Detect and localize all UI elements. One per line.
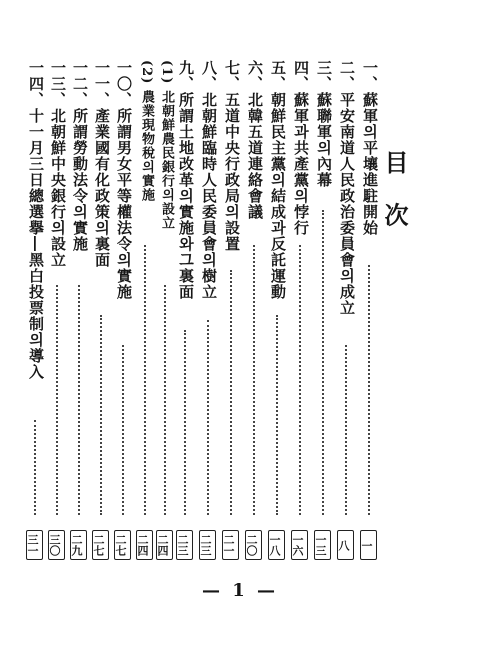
toc-leader (78, 285, 82, 515)
toc-entry (314, 60, 334, 560)
page-folio: — 1 — (201, 580, 279, 601)
toc-subentry (156, 60, 176, 560)
toc-page-number: 一八 (268, 530, 285, 560)
toc-entry-label: 三、蘇聯軍의內幕 (315, 60, 333, 188)
toc-leader (144, 245, 148, 515)
toc-page-number: 二九 (70, 530, 87, 560)
toc-leader (253, 245, 257, 515)
toc-entry-label: 七、五道中央行政局의設置 (223, 60, 241, 252)
toc-entry-label: 六、北韓五道連絡會議 (246, 60, 264, 220)
toc-entry-label: (2) 農業現物稅의實施 (139, 60, 154, 202)
toc-entry (114, 60, 134, 560)
toc-entry-label: 八、北朝鮮臨時人民委員會의樹立 (200, 60, 218, 300)
toc-entry (337, 60, 357, 560)
toc-leader (345, 345, 349, 515)
toc-page-number: 二四 (136, 530, 153, 560)
toc-entry (199, 60, 219, 560)
toc-page-number: 二三 (176, 530, 193, 560)
toc-page-number: 八 (337, 530, 354, 560)
toc-entry-label: 四、蘇軍과共產黨의悖行 (292, 60, 310, 236)
toc-page-number: 二四 (156, 530, 173, 560)
toc-entry-label: 一一、產業國有化政策의裏面 (93, 60, 111, 268)
toc-entry (268, 60, 288, 560)
toc-page-number: 一三 (314, 530, 331, 560)
toc-entry-label: 一〇、所謂男女平等權法令의實施 (115, 60, 133, 300)
toc-entry-label: 一二、所謂勞動法令의實施 (71, 60, 89, 252)
toc-leader (230, 270, 234, 515)
toc-page-number: 二三 (199, 530, 216, 560)
toc-subentry (136, 60, 156, 560)
toc-entry-label: 一三、北朝鮮中央銀行의設立 (49, 60, 67, 268)
toc-page-number: 二一 (222, 530, 239, 560)
toc-entry (360, 60, 380, 560)
toc-entry (222, 60, 242, 560)
toc-entry (92, 60, 112, 560)
toc-entry (291, 60, 311, 560)
toc-entry-label: 二、平安南道人民政治委員會의成立 (338, 60, 356, 316)
toc-page-number: 一 (360, 530, 377, 560)
toc-leader (299, 245, 303, 515)
toc-entry-label: (1) 北朝鮮農民銀行의設立 (159, 60, 174, 230)
toc-leader (207, 320, 211, 515)
toc-leader (56, 285, 60, 515)
toc-leader (164, 285, 168, 515)
toc-leader (276, 315, 280, 515)
toc-leader (34, 420, 38, 515)
toc-entry (245, 60, 265, 560)
toc-entry-label: 一四、十一月三日總選擧―黑白投票制의導入 (27, 60, 45, 380)
toc-leader (368, 265, 372, 515)
toc-leader (100, 315, 104, 515)
toc-page-number: 三〇 (48, 530, 65, 560)
toc-entry (26, 60, 46, 560)
toc-page-number: 二〇 (245, 530, 262, 560)
toc-page-number: 二七 (114, 530, 131, 560)
toc-page-number: 二七 (92, 530, 109, 560)
toc-page-number: 一六 (291, 530, 308, 560)
toc-leader (122, 345, 126, 515)
toc-entry-label: 九、所謂土地改革의實施와그裏面 (177, 60, 195, 300)
toc-leader (184, 330, 188, 515)
toc-entry (70, 60, 90, 560)
toc-entry-label: 一、蘇軍의平壤進駐開始 (361, 60, 379, 236)
toc-entry-label: 五、朝鮮民主黨의結成과反託運動 (269, 60, 287, 300)
toc-entry (176, 60, 196, 560)
toc-page-number: 三一 (26, 530, 43, 560)
toc-leader (322, 210, 326, 515)
toc-entry (48, 60, 68, 560)
toc-title: 目 次 (380, 150, 409, 237)
